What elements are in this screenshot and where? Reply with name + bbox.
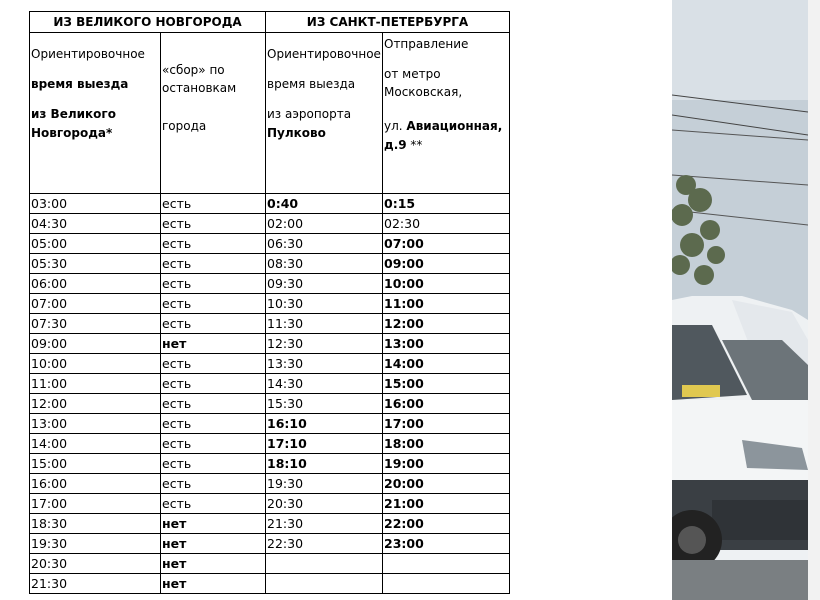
table-row (30, 414, 510, 434)
departure-pulkovo-cell (266, 574, 383, 594)
departure-pulkovo-cell: 18:10 (266, 454, 383, 474)
departure-novgorod-cell: 18:30 (30, 514, 161, 534)
departure-novgorod-cell: 11:00 (30, 374, 161, 394)
departure-moskovskaya-cell (383, 554, 510, 574)
departure-pulkovo-cell: 15:30 (266, 394, 383, 414)
table-row (30, 514, 510, 534)
departure-pulkovo-cell: 02:00 (266, 214, 383, 234)
table-row (30, 394, 510, 414)
city-stops-cell: есть (161, 314, 266, 334)
city-stops-cell: есть (161, 494, 266, 514)
departure-novgorod-cell: 20:30 (30, 554, 161, 574)
departure-novgorod-cell: 06:00 (30, 274, 161, 294)
departure-novgorod-cell: 09:00 (30, 334, 161, 354)
departure-moskovskaya-cell: 13:00 (383, 334, 510, 354)
departure-novgorod-cell: 07:30 (30, 314, 161, 334)
table-row (30, 534, 510, 554)
city-stops-cell: есть (161, 474, 266, 494)
departure-novgorod-cell: 07:00 (30, 294, 161, 314)
departure-moskovskaya-cell: 11:00 (383, 294, 510, 314)
subheader-departure-novgorod: Ориентировочное время выезда из Великого Новгорода* (30, 33, 161, 194)
departure-moskovskaya-cell: 18:00 (383, 434, 510, 454)
table-row (30, 274, 510, 294)
city-stops-cell: нет (161, 534, 266, 554)
departure-novgorod-cell: 14:00 (30, 434, 161, 454)
table-row (30, 574, 510, 594)
departure-moskovskaya-cell: 21:00 (383, 494, 510, 514)
departure-moskovskaya-cell: 14:00 (383, 354, 510, 374)
departure-pulkovo-cell: 12:30 (266, 334, 383, 354)
departure-moskovskaya-cell: 22:00 (383, 514, 510, 534)
city-stops-cell: есть (161, 234, 266, 254)
departure-moskovskaya-cell: 0:15 (383, 194, 510, 214)
header-from-novgorod: ИЗ ВЕЛИКОГО НОВГОРОДА (30, 12, 266, 33)
city-stops-cell: нет (161, 514, 266, 534)
departure-moskovskaya-cell: 12:00 (383, 314, 510, 334)
table-row (30, 314, 510, 334)
table-row (30, 194, 510, 214)
city-stops-cell: есть (161, 194, 266, 214)
departure-novgorod-cell: 13:00 (30, 414, 161, 434)
departure-novgorod-cell: 03:00 (30, 194, 161, 214)
departure-novgorod-cell: 10:00 (30, 354, 161, 374)
departure-pulkovo-cell: 16:10 (266, 414, 383, 434)
city-stops-cell: есть (161, 354, 266, 374)
departure-novgorod-cell: 21:30 (30, 574, 161, 594)
subheader-departure-moskovskaya: Отправление от метро Московская, ул. Авиационная, д.9 ** (383, 33, 510, 194)
city-stops-cell: нет (161, 334, 266, 354)
table-row (30, 374, 510, 394)
departure-moskovskaya-cell: 07:00 (383, 234, 510, 254)
table-row (30, 334, 510, 354)
departure-pulkovo-cell: 21:30 (266, 514, 383, 534)
city-stops-cell: нет (161, 554, 266, 574)
departure-pulkovo-cell: 08:30 (266, 254, 383, 274)
departure-moskovskaya-cell: 09:00 (383, 254, 510, 274)
departure-pulkovo-cell: 19:30 (266, 474, 383, 494)
departure-moskovskaya-cell: 10:00 (383, 274, 510, 294)
city-stops-cell: есть (161, 374, 266, 394)
departure-novgorod-cell: 05:30 (30, 254, 161, 274)
table-row (30, 434, 510, 454)
table-row (30, 494, 510, 514)
departure-moskovskaya-cell: 23:00 (383, 534, 510, 554)
city-stops-cell: нет (161, 574, 266, 594)
schedule-rows (30, 194, 510, 594)
city-stops-cell: есть (161, 434, 266, 454)
departure-moskovskaya-cell: 20:00 (383, 474, 510, 494)
departure-pulkovo-cell: 17:10 (266, 434, 383, 454)
departure-pulkovo-cell: 13:30 (266, 354, 383, 374)
departure-pulkovo-cell: 10:30 (266, 294, 383, 314)
departure-pulkovo-cell: 09:30 (266, 274, 383, 294)
departure-novgorod-cell: 15:00 (30, 454, 161, 474)
table-row (30, 254, 510, 274)
departure-moskovskaya-cell (383, 574, 510, 594)
city-stops-cell: есть (161, 414, 266, 434)
city-stops-cell: есть (161, 274, 266, 294)
subheader-city-stops: «сбор» по остановкам города (161, 33, 266, 194)
table-row (30, 554, 510, 574)
departure-novgorod-cell: 17:00 (30, 494, 161, 514)
table-row (30, 214, 510, 234)
table-row (30, 354, 510, 374)
schedule-table (29, 11, 510, 594)
minibus-photo (672, 0, 808, 600)
departure-moskovskaya-cell: 17:00 (383, 414, 510, 434)
departure-pulkovo-cell: 11:30 (266, 314, 383, 334)
table-row (30, 474, 510, 494)
departure-moskovskaya-cell: 02:30 (383, 214, 510, 234)
departure-pulkovo-cell: 0:40 (266, 194, 383, 214)
departure-pulkovo-cell: 14:30 (266, 374, 383, 394)
departure-novgorod-cell: 16:00 (30, 474, 161, 494)
departure-moskovskaya-cell: 15:00 (383, 374, 510, 394)
departure-novgorod-cell: 19:30 (30, 534, 161, 554)
page-scrollbar[interactable] (808, 0, 820, 600)
header-from-spb: ИЗ САНКТ-ПЕТЕРБУРГА (266, 12, 510, 33)
departure-novgorod-cell: 04:30 (30, 214, 161, 234)
table-row (30, 234, 510, 254)
city-stops-cell: есть (161, 454, 266, 474)
city-stops-cell: есть (161, 394, 266, 414)
departure-novgorod-cell: 05:00 (30, 234, 161, 254)
departure-moskovskaya-cell: 16:00 (383, 394, 510, 414)
table-row (30, 294, 510, 314)
departure-novgorod-cell: 12:00 (30, 394, 161, 414)
city-stops-cell: есть (161, 254, 266, 274)
departure-moskovskaya-cell: 19:00 (383, 454, 510, 474)
departure-pulkovo-cell: 20:30 (266, 494, 383, 514)
subheader-departure-pulkovo: Ориентировочное время выезда из аэропорта Пулково (266, 33, 383, 194)
departure-pulkovo-cell (266, 554, 383, 574)
departure-pulkovo-cell: 22:30 (266, 534, 383, 554)
departure-pulkovo-cell: 06:30 (266, 234, 383, 254)
city-stops-cell: есть (161, 214, 266, 234)
city-stops-cell: есть (161, 294, 266, 314)
table-row (30, 454, 510, 474)
